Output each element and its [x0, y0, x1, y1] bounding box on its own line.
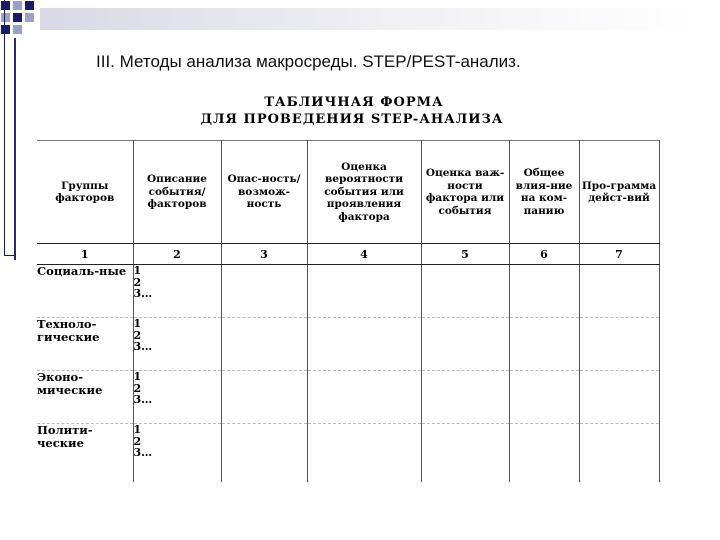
item-number: 2: [133, 275, 142, 289]
corner-square-2: [13, 1, 22, 10]
header-row: [37, 141, 659, 244]
col-number: 2: [133, 244, 221, 265]
table-cell: [307, 371, 421, 424]
item-number: 1: [133, 264, 142, 277]
corner-square-8: [13, 25, 22, 34]
item-number: 2: [133, 381, 142, 395]
col-number: 7: [579, 244, 659, 265]
table-row: [37, 318, 659, 371]
table-cell: [421, 265, 509, 318]
item-number: 3…: [133, 393, 153, 406]
table-caption-line1: ТАБЛИЧНАЯ ФОРМА: [264, 95, 444, 110]
col-number: 5: [421, 244, 509, 265]
table-cell: [307, 424, 421, 483]
table-cell: [509, 265, 579, 318]
item-number: 1: [133, 370, 142, 383]
table-cell: [221, 371, 307, 424]
table-row: [37, 265, 659, 318]
header-importance: Оценка важ-ности фактора или события: [421, 141, 509, 244]
col-number: 6: [509, 244, 579, 265]
item-number: 1: [133, 317, 142, 330]
group-name: Эконо-мические: [37, 370, 103, 397]
table-cell: [579, 265, 659, 318]
corner-square-7: [1, 25, 10, 34]
slide-header-band: [40, 8, 694, 30]
table-cell: [579, 371, 659, 424]
table-cell: [421, 371, 509, 424]
table-cell: [221, 424, 307, 483]
header-program: Про-грамма дейст-вий: [579, 141, 659, 244]
item-number: 1: [133, 423, 142, 436]
slide-inner-rule: [14, 38, 16, 260]
slide-left-rule: [4, 0, 5, 255]
corner-square-3: [25, 1, 34, 10]
table-cell: [509, 318, 579, 371]
table-row: [37, 424, 659, 483]
table-cell: [221, 265, 307, 318]
item-number: 2: [133, 434, 142, 448]
slide-title: III. Методы анализа макросреды. STEP/PEST-анализ.: [96, 52, 521, 71]
table-cell: [307, 318, 421, 371]
header-probability: Оценка вероятности события или проявления фактора: [307, 141, 421, 244]
header-groups: Группы факторов: [37, 141, 133, 244]
group-name: Полити-ческие: [37, 423, 93, 450]
item-number: 3…: [133, 287, 153, 300]
table-cell: [579, 318, 659, 371]
group-name: Социаль-ные: [37, 264, 127, 278]
corner-square-5: [13, 13, 22, 22]
item-number: 3…: [133, 340, 153, 353]
col-number: 3: [221, 244, 307, 265]
col-number: 4: [307, 244, 421, 265]
table-cell: [421, 424, 509, 483]
header-impact: Общее влия-ние на ком-панию: [509, 141, 579, 244]
table-cell: [421, 318, 509, 371]
col-number: 1: [37, 244, 133, 265]
table-cell: [509, 371, 579, 424]
item-number: 3…: [133, 446, 153, 459]
table-cell: [307, 265, 421, 318]
group-name: Техноло-гические: [37, 317, 100, 344]
item-number: 2: [133, 328, 142, 342]
header-description: Описание события/ факторов: [133, 141, 221, 244]
table-cell: [509, 424, 579, 483]
corner-square-6: [25, 13, 34, 22]
header-threat: Опас-ность/ возмож-ность: [221, 141, 307, 244]
table-row: [37, 371, 659, 424]
corner-square-1: [1, 1, 10, 10]
table-cell: [221, 318, 307, 371]
slide-rule-foot: [4, 255, 16, 256]
table-caption-line2: ДЛЯ ПРОВЕДЕНИЯ STEP-АНАЛИЗА: [200, 112, 504, 127]
step-analysis-table: [37, 140, 660, 482]
column-number-row: [37, 244, 659, 265]
corner-square-4: [1, 13, 10, 22]
table-cell: [579, 424, 659, 483]
